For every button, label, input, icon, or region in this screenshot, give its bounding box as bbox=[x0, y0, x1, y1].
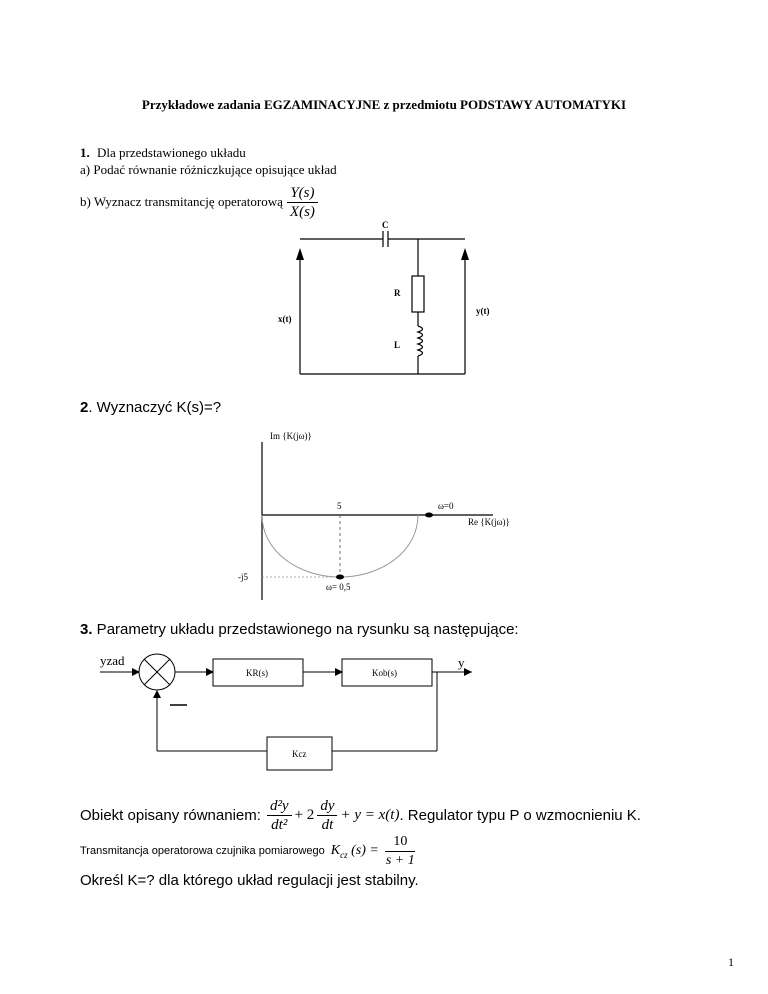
label-omega-0: ω=0 bbox=[438, 501, 454, 511]
label-5: 5 bbox=[337, 501, 342, 511]
task1-a: a) Podać równanie różniczkujące opisujące układ bbox=[80, 162, 337, 177]
page-number: 1 bbox=[728, 955, 734, 969]
task2-number: 2 bbox=[80, 399, 89, 416]
d2y-fraction: $\frac{\text{d²y}}{\text{dt²}}$ bbox=[267, 797, 292, 834]
label-j5: -j5 bbox=[238, 572, 248, 582]
input-label: yzad bbox=[100, 653, 125, 668]
stability-question: Określ K=? dla którego układ regulacji jest stabilny. bbox=[80, 872, 419, 889]
regulator-text: . Regulator typu P o wzmocnieniu K. bbox=[399, 806, 641, 824]
dy-fraction: $\frac{dy}{dt}$ bbox=[317, 797, 337, 834]
czujnik-fraction: $\frac{10}{s + 1}$ bbox=[385, 833, 415, 868]
page-title: Przykładowe zadania EGZAMINACYJNE z przedmiotu PODSTAWY AUTOMATYKI bbox=[141, 97, 627, 112]
task1-number: 1. bbox=[80, 145, 90, 160]
differential-equation: $\frac{\text{d²y}}{\text{dt²}}$ + 2 $\frac{dy}{dt}$ + y = x(t) bbox=[267, 797, 400, 834]
feedback-arrow bbox=[153, 690, 161, 698]
block-Kob-label: Kob(s) bbox=[372, 668, 397, 678]
im-axis-label: Im {K(jω)} bbox=[270, 431, 312, 441]
fraction-numerator: Y(s) bbox=[287, 184, 317, 203]
czujnik-K: $K_{cz}$ (s) = bbox=[330, 842, 379, 860]
output-arrow bbox=[464, 668, 472, 676]
label-R: R bbox=[394, 288, 401, 298]
task3-number: 3. bbox=[80, 621, 93, 638]
output-label: y bbox=[458, 655, 465, 670]
block-KR-label: KR(s) bbox=[246, 668, 268, 678]
task3-text: Parametry układu przedstawionego na rysunku są następujące: bbox=[92, 621, 519, 638]
label-x: x(t) bbox=[278, 314, 292, 324]
label-y: y(t) bbox=[476, 306, 490, 316]
re-axis-label: Re {K(jω)} bbox=[468, 517, 510, 527]
fraction-denominator: X(s) bbox=[289, 203, 315, 220]
task1-b-text: b) Wyznacz transmitancję operatorową bbox=[80, 194, 283, 209]
czujnik-label: Transmitancja operatorowa czujnika pomiarowego bbox=[80, 845, 325, 857]
task1-intro: Dla przedstawionego układu bbox=[97, 145, 246, 160]
block-Kcz-label: Kcz bbox=[292, 749, 307, 759]
label-C: C bbox=[382, 220, 389, 230]
czujnik-line bbox=[80, 831, 418, 871]
label-omega-05: ω= 0,5 bbox=[326, 582, 351, 592]
obiekt-label: Obiekt opisany równaniem: bbox=[80, 806, 261, 824]
label-L: L bbox=[394, 340, 401, 350]
task2-text: . Wyznaczyć K(s)=? bbox=[88, 399, 222, 416]
